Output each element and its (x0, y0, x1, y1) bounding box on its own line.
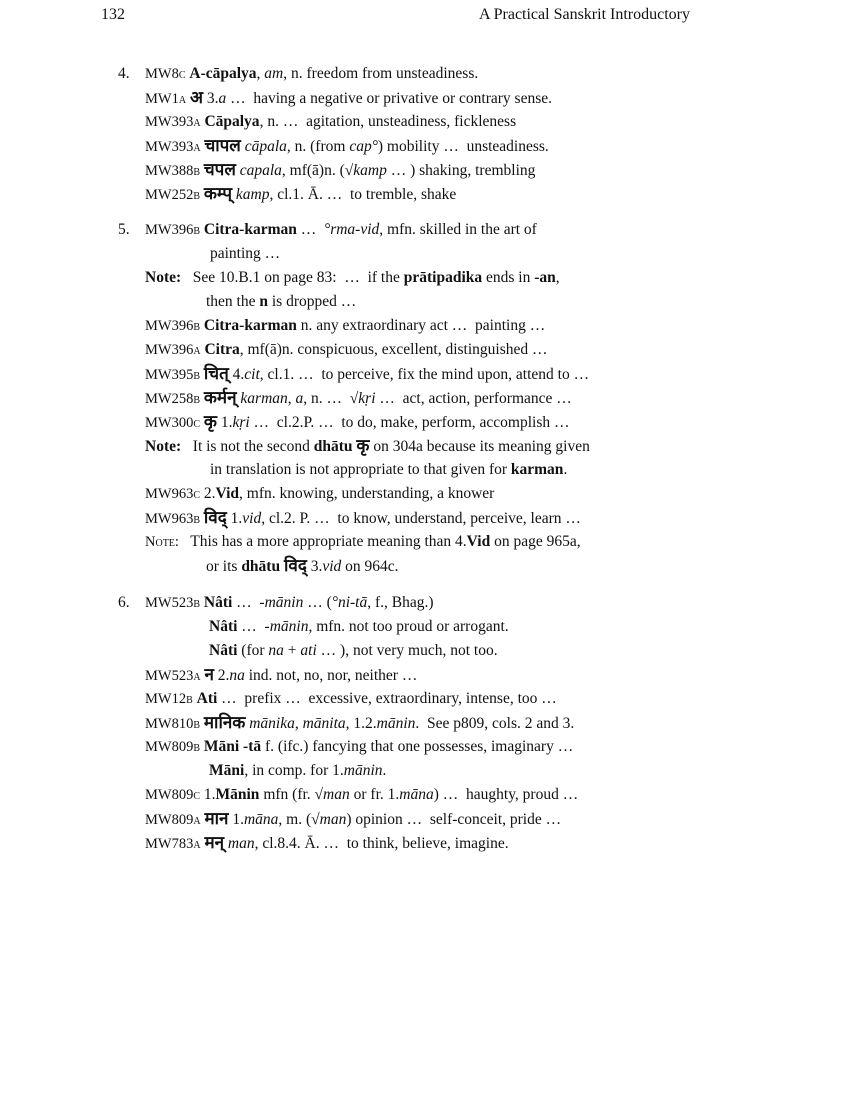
devanagari-word: विद् (283, 556, 307, 576)
entry-line (145, 364, 589, 385)
entry-line (145, 88, 552, 109)
bold-term: Citra-karman (203, 317, 297, 334)
italic-term: na (229, 667, 245, 684)
text-run: … prefix … excessive, extraordinary, intense, too … (217, 690, 557, 707)
text-run: , 1.2. (345, 715, 377, 732)
text-run: 1. (216, 414, 233, 431)
entry-line (145, 160, 535, 181)
entry-number: 6. (118, 594, 130, 611)
text-run: ) … haughty, proud … (433, 786, 579, 803)
text-run: or fr. 1. (349, 786, 400, 803)
italic-term: √man (311, 811, 347, 828)
italic-term: a (295, 390, 304, 407)
italic-term: mānika (249, 715, 295, 732)
entry-line (145, 268, 560, 288)
text-run: 2. (200, 485, 216, 502)
text-run: See 10.B.1 on page 83: … if the (181, 269, 404, 286)
italic-term: man (227, 835, 255, 852)
bold-term: dhātu (313, 438, 353, 455)
mw-reference: MW300c (145, 415, 200, 431)
text-run: or its (206, 558, 242, 575)
entry-line (145, 689, 557, 709)
text-run: , n. … agitation, unsteadiness, fickleness (259, 113, 517, 130)
text-run: painting … (210, 245, 281, 262)
mw-reference: MW395b (145, 367, 200, 383)
entry-line (145, 593, 434, 613)
entry-line (145, 64, 478, 84)
bold-term: Mānin (215, 786, 260, 803)
text-run: , n. freedom from unsteadiness. (283, 65, 479, 82)
text-run: mfn (fr. (259, 786, 315, 803)
text-run: on page 965a, (490, 533, 581, 550)
text-run: then the (206, 293, 260, 310)
mw-reference: MW393a (145, 114, 201, 130)
devanagari-word: अ (189, 88, 203, 108)
text-run: 1. (226, 510, 243, 527)
text-run: in translation is not appropriate to that given for (210, 461, 511, 478)
devanagari-word: चित् (203, 364, 229, 384)
entry-line (145, 737, 573, 757)
entry-number: 4. (118, 65, 130, 82)
devanagari-word: कर्मन् (203, 388, 237, 408)
entry-line (145, 388, 572, 409)
italic-term: ati (300, 642, 317, 659)
mw-reference: MW963b (145, 511, 200, 527)
devanagari-word: कृ (356, 436, 370, 456)
entry-line (206, 292, 356, 312)
bold-term: Vid (215, 485, 240, 502)
bold-term: Citra-karman (203, 221, 297, 238)
text-run: (for (237, 642, 269, 659)
entry-line (145, 484, 494, 504)
text-run: 1. (200, 786, 216, 803)
page-number: 132 (101, 6, 125, 23)
italic-term: capala (239, 162, 282, 179)
italic-term: cap° (349, 138, 378, 155)
bold-term: Citra (204, 341, 240, 358)
italic-term: a (218, 90, 227, 107)
text-run: , n. … (303, 390, 350, 407)
bold-term: Note: (145, 269, 182, 286)
entry-line (209, 617, 509, 637)
italic-term: √kamp (344, 162, 387, 179)
text-run: It is not the second (181, 438, 314, 455)
italic-term: karman (240, 390, 288, 407)
devanagari-word: विद् (203, 508, 227, 528)
bold-term: karman (510, 461, 564, 478)
bold-term: prātipadika (403, 269, 483, 286)
entry-line (145, 412, 570, 433)
entry-line (145, 316, 545, 336)
running-title: A Practical Sanskrit Introductory (478, 6, 690, 23)
text-run: on 964c. (341, 558, 399, 575)
italic-term: cāpala (244, 138, 287, 155)
text-run: 4. (228, 366, 245, 383)
bold-term: Māni (209, 762, 245, 779)
entry-line (209, 641, 498, 661)
devanagari-word: मान (204, 809, 229, 829)
entry-line (145, 436, 590, 457)
entry-line (145, 809, 561, 830)
text-run: is dropped … (268, 293, 357, 310)
text-run: … act, action, performance … (375, 390, 572, 407)
text-run: … ) shaking, trembling (386, 162, 536, 179)
text-run: , cl.1. Ā. … to tremble, shake (269, 186, 457, 203)
bold-term: n (259, 293, 268, 310)
devanagari-word: न (204, 665, 214, 685)
bold-term: A-cāpalya (189, 65, 257, 82)
text-run: , (287, 390, 296, 407)
text-run: , mfn. knowing, understanding, a knower (239, 485, 495, 502)
text-run: , (294, 715, 303, 732)
text-run: , f., Bhag.) (367, 594, 434, 611)
text-run: This has a more appropriate meaning than 4. (178, 533, 467, 550)
entry-line (145, 833, 509, 854)
text-run: , mf(ā)n. conspicuous, excellent, distinguished … (239, 341, 548, 358)
bold-term: Nâti (203, 594, 233, 611)
italic-term: °rma-vid (324, 221, 380, 238)
text-run: ) mobility … unsteadiness. (377, 138, 549, 155)
mw-reference: MW388b (145, 163, 200, 179)
text-run: n. any extraordinary act … painting … (296, 317, 546, 334)
entry-line (210, 460, 567, 480)
mw-reference: MW810b (145, 716, 200, 732)
italic-term: māna (243, 811, 279, 828)
italic-term: -mānin (259, 594, 304, 611)
text-run: … (296, 221, 324, 238)
text-run: , cl.1. … to perceive, fix the mind upon, attend to … (259, 366, 590, 383)
italic-term: vid (242, 510, 262, 527)
text-run: … (232, 594, 260, 611)
mw-reference: MW393a (145, 139, 201, 155)
text-run: . (563, 461, 568, 478)
devanagari-word: चपल (203, 160, 236, 180)
italic-term: vid (322, 558, 342, 575)
entry-line (145, 785, 578, 805)
text-run: . See p809, cols. 2 and 3. (415, 715, 575, 732)
text-run: + (283, 642, 301, 659)
text-run: , m. ( (278, 811, 312, 828)
bold-term: Vid (466, 533, 491, 550)
italic-term: mānin (343, 762, 383, 779)
text-run: , (256, 65, 265, 82)
text-run: , n. (from (286, 138, 350, 155)
entry-line (145, 713, 574, 734)
text-run: 3. (306, 558, 323, 575)
text-run: , cl.8.4. Ā. … to think, believe, imagine. (254, 835, 509, 852)
text-run: 3. (202, 90, 219, 107)
mw-reference: MW396a (145, 342, 201, 358)
italic-term: am (264, 65, 284, 82)
text-run: 2. (213, 667, 230, 684)
text-run: … cl.2.P. … to do, make, perform, accomplish … (249, 414, 570, 431)
text-run: on 304a because its meaning given (369, 438, 590, 455)
devanagari-word: मन् (204, 833, 225, 853)
italic-term: kamp (235, 186, 270, 203)
mw-reference: MW396b (145, 222, 200, 238)
italic-term: na (268, 642, 284, 659)
bold-term: -an (534, 269, 556, 286)
italic-term: -mānin (264, 618, 309, 635)
mw-reference: MW396b (145, 318, 200, 334)
bold-term: Note: (145, 438, 182, 455)
entry-line (145, 136, 549, 157)
text-run: f. (ifc.) fancying that one possesses, imaginary … (261, 738, 574, 755)
italic-term: kṛi (232, 414, 250, 431)
text-run: … (237, 618, 265, 635)
text-run: , cl.2. P. … to know, understand, perceive, learn … (261, 510, 581, 527)
italic-term: √man (314, 786, 350, 803)
mw-reference: MW8c (145, 66, 186, 82)
mw-reference: MW783a (145, 836, 201, 852)
italic-term: √kṛi (349, 390, 376, 407)
devanagari-word: चापल (204, 136, 241, 156)
text-run: 1. (228, 811, 244, 828)
entry-line (145, 220, 537, 240)
mw-reference: MW523a (145, 668, 201, 684)
italic-term: mānin (376, 715, 416, 732)
text-run: , mfn. not too proud or arrogant. (308, 618, 509, 635)
mw-reference: MW809a (145, 812, 201, 828)
bold-term: dhātu (241, 558, 281, 575)
italic-term: cit (244, 366, 260, 383)
entry-number: 5. (118, 221, 130, 238)
mw-reference: MW809b (145, 739, 200, 755)
text-run: . (382, 762, 387, 779)
bold-term: Nâti (209, 642, 238, 659)
bold-term: Nâti (209, 618, 238, 635)
entry-line (145, 340, 548, 360)
entry-line (210, 244, 280, 264)
bold-term: Ati (196, 690, 218, 707)
text-run: ind. not, no, nor, neither … (244, 667, 418, 684)
text-run: , mfn. skilled in the art of (379, 221, 537, 238)
entry-line (145, 112, 516, 132)
text-run: ends in (482, 269, 535, 286)
mw-reference: MW963c (145, 486, 200, 502)
devanagari-word: कृ (203, 412, 217, 432)
mw-reference: MW1a (145, 91, 187, 107)
mw-reference: MW258b (145, 391, 200, 407)
entry-line (145, 532, 581, 552)
devanagari-word: मानिक (203, 713, 246, 733)
text-run: … ), not very much, not too. (316, 642, 498, 659)
text-run: , in comp. for 1. (244, 762, 344, 779)
entry-line (209, 761, 386, 781)
mw-reference: MW523b (145, 595, 200, 611)
text-run: , (555, 269, 560, 286)
text-run: … ( (303, 594, 332, 611)
entry-line (145, 508, 581, 529)
text-run: , mf(ā)n. ( (281, 162, 345, 179)
mw-reference: MW809c (145, 787, 200, 803)
note-label: Note: (145, 534, 179, 550)
bold-term: Cāpalya (204, 113, 260, 130)
bold-term: Māni -tā (203, 738, 262, 755)
mw-reference: MW252b (145, 187, 200, 203)
entry-line (206, 556, 399, 577)
text-run: … having a negative or privative or contrary sense. (226, 90, 553, 107)
italic-term: °ni-tā (331, 594, 368, 611)
italic-term: māna (399, 786, 434, 803)
mw-reference: MW12b (145, 691, 193, 707)
devanagari-word: कम्प् (203, 184, 233, 204)
italic-term: mānita (302, 715, 346, 732)
entry-line (145, 665, 417, 686)
text-run: ) opinion … self-conceit, pride … (346, 811, 562, 828)
entry-line (145, 184, 456, 205)
